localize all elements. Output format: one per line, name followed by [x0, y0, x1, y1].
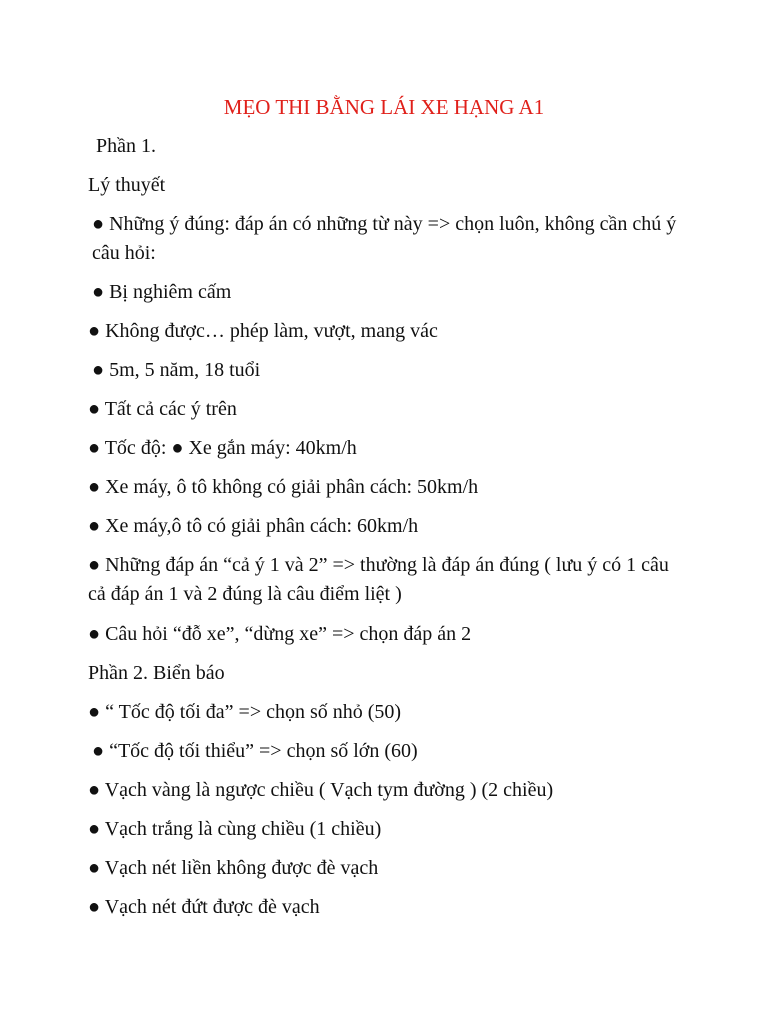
list-item: ● “Tốc độ tối thiểu” => chọn số lớn (60): [92, 740, 418, 762]
subheading-theory: Lý thuyết: [88, 174, 166, 196]
list-item: ● Vạch trắng là cùng chiều (1 chiều): [88, 818, 382, 840]
section-heading-part-1: Phần 1.: [96, 135, 156, 157]
list-item: ● Câu hỏi “đỗ xe”, “dừng xe” => chọn đáp án 2: [88, 623, 472, 645]
list-item: ● Bị nghiêm cấm: [92, 281, 232, 303]
list-item: ● Không được… phép làm, vượt, mang vác: [88, 320, 438, 342]
list-item: ● “ Tốc độ tối đa” => chọn số nhỏ (50): [88, 701, 402, 723]
list-item: ● Vạch vàng là ngược chiều ( Vạch tym đường ) (2 chiều): [88, 779, 554, 801]
list-item: ● Vạch nét liền không được đè vạch: [88, 857, 379, 879]
list-item: ● Những ý đúng: đáp án có những từ này => chọn luôn, không cần chú ý câu hỏi:: [92, 213, 677, 264]
list-item: ● Xe máy,ô tô có giải phân cách: 60km/h: [88, 515, 419, 537]
document-title: MẸO THI BẰNG LÁI XE HẠNG A1: [223, 95, 545, 119]
section-heading-part-2: Phần 2. Biển báo: [88, 662, 225, 684]
list-item: ● Những đáp án “cả ý 1 và 2” => thường là đáp án đúng ( lưu ý có 1 câu cả đáp án 1 và 2 đúng là câu điểm liệt ): [88, 554, 669, 605]
list-item: ● Tất cả các ý trên: [88, 398, 237, 420]
list-item: ● Vạch nét đứt được đè vạch: [88, 896, 320, 918]
list-item: ● 5m, 5 năm, 18 tuổi: [92, 359, 261, 381]
list-item: ● Tốc độ: ● Xe gắn máy: 40km/h: [88, 437, 357, 459]
list-item: ● Xe máy, ô tô không có giải phân cách: 50km/h: [88, 476, 479, 498]
